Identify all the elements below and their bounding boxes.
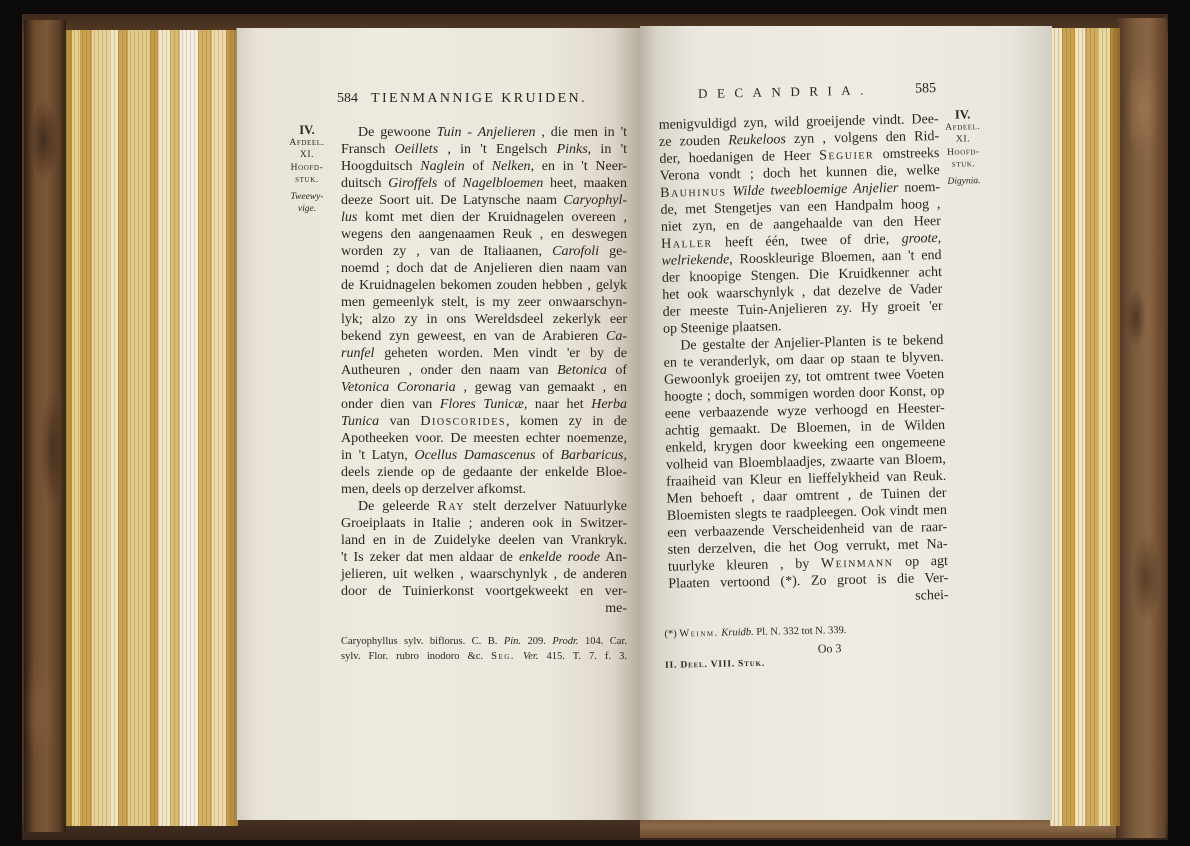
italic-text: Herba <box>591 397 627 412</box>
text-run: Plaaten vertoond (*). Zo groot is die Ver- <box>668 570 949 592</box>
margin-note: stuk. <box>951 159 976 170</box>
footnote <box>664 624 846 642</box>
left-page-edges <box>62 30 238 826</box>
margin-note: Digynia. <box>947 175 981 187</box>
text-run: tuurlyke kleuren , by <box>667 556 822 575</box>
text-run: onder dien van <box>341 397 440 412</box>
text-run: Bloemisten slegts te raadpleegen. Ook vindt men <box>666 502 948 524</box>
text-run: en te veranderlyk, om daar op staan te blyven. <box>663 349 944 371</box>
text-run: 209. <box>521 636 553 647</box>
text-run: of <box>437 176 463 191</box>
text-line <box>341 413 627 430</box>
text-run: Men behoeft , daar omtrent , de Tuinen der <box>666 485 947 507</box>
text-run: 't Is zeker dat men aldaar de <box>341 550 519 565</box>
text-run: hoogte ; doch, sommigen worden door Konst, op <box>664 383 945 405</box>
text-run: der, hoedanigen de Heer <box>659 148 820 167</box>
text-run: men, deels op derzelver afkomst. <box>341 482 527 497</box>
text-run: niet zyn, en de aangehaalde van den Heer <box>660 213 941 235</box>
right-cover-board <box>1116 18 1166 838</box>
text-line <box>341 158 627 175</box>
text-run: land en in de Zuidelyke deelen van Vrankryk. <box>341 533 627 548</box>
margin-note: vige. <box>297 204 317 214</box>
text-line <box>341 345 627 362</box>
text-run: deels ziende op de gedaante der enkelde Bloe- <box>341 465 627 480</box>
catchword <box>341 600 627 617</box>
text-run: of <box>606 363 627 378</box>
italic-text: Betonica <box>557 363 607 378</box>
text-run: noemd ; doch dat de Anjelieren dien naam van <box>341 261 627 276</box>
text-run: der knoopige Stengen. Die Kruidkenner acht <box>661 264 943 286</box>
italic-text: Ocellus Damascenus <box>414 448 536 463</box>
page-number: 584 <box>337 91 358 106</box>
text-run: der meeste Tuin-Anjelieren zy. Hy groeit 'er <box>662 298 943 320</box>
text-run: volheid van Bloemblaadjes, zwaarte van Bloem, <box>665 451 946 473</box>
italic-text: runfel <box>341 346 375 361</box>
text-line <box>341 243 627 260</box>
text-line <box>341 634 627 649</box>
text-run: Verona vondt ; doch het kunnen die, welke <box>659 162 940 184</box>
text-line <box>341 566 627 583</box>
italic-text: Oeillets <box>394 142 439 157</box>
text-run: stelt derzelver Natuurlyke <box>464 499 628 514</box>
text-run: Hoogduitsch <box>341 159 421 174</box>
text-run: ze zouden <box>658 133 729 150</box>
text-run: deeze Soort uit. De Latynsche naam <box>341 193 564 208</box>
text-line <box>341 192 627 209</box>
text-run: lyk; alzo zy in ons Wereldsdeel zekerlyk eer <box>341 312 627 327</box>
italic-text: Giroffels <box>388 176 438 191</box>
text-line <box>341 649 627 664</box>
italic-text: Nelken <box>491 159 531 174</box>
text-run: komt met dien der Kruidnagelen overeen , <box>357 210 627 225</box>
italic-text: Tunica <box>341 414 380 429</box>
small-caps-text: Weinm. <box>679 627 719 640</box>
text-run: sylv. Flor. rubro inodoro &c. <box>341 651 492 662</box>
text-run: schei- <box>915 587 949 604</box>
text-line <box>341 396 627 413</box>
italic-text: Pin. <box>503 636 522 647</box>
text-line <box>341 447 627 464</box>
text-line <box>341 277 627 294</box>
text-run: , en in 't Neer- <box>530 159 627 174</box>
italic-text: Prodr. <box>552 636 579 647</box>
left-page <box>236 28 640 820</box>
text-run: (*) <box>664 628 680 640</box>
page-number: 585 <box>914 81 937 97</box>
text-run: bekend zyn geweest, en van de Arabieren <box>341 329 606 344</box>
text-line <box>341 549 627 566</box>
text-line <box>341 141 627 158</box>
italic-text: Tuin - Anjelieren <box>436 125 536 140</box>
text-line <box>341 532 627 549</box>
text-line <box>341 379 627 396</box>
text-run: , komen zy in de <box>505 414 628 429</box>
body-text <box>659 111 949 610</box>
text-run: jelieren, uit welken , waarschynlyk , de anderen <box>341 567 627 582</box>
italic-text: Ca- <box>606 329 627 344</box>
text-run: Apotheeken voor. De meesten echter noemenze, <box>341 431 627 446</box>
italic-text: enkelde roode <box>518 550 600 565</box>
margin-note: XI. <box>299 150 315 160</box>
italic-text: Pinks <box>556 142 588 157</box>
italic-text: Carofoli <box>552 244 600 259</box>
text-run: achtig gemaakt. De Bloemen, in de Wilden <box>664 417 946 439</box>
text-run: , <box>623 448 627 463</box>
italic-text: groote <box>901 231 938 247</box>
italic-text: Naglein <box>420 159 465 174</box>
text-run: op Steenige plaatsen. <box>662 319 782 337</box>
small-caps-text: Bauhinus <box>660 184 727 201</box>
right-page-edges <box>1050 28 1120 826</box>
text-run: , <box>937 230 942 247</box>
text-run: sten derzelven, die het Oog verrukt, met Na- <box>667 536 948 558</box>
text-run: , die men in 't <box>535 125 627 140</box>
margin-note: Hoofd- <box>946 146 980 158</box>
text-run: Autheuren , onder den naam van <box>341 363 558 378</box>
text-run: noem- <box>898 179 941 196</box>
volume-line: II. Deel. VIII. Stuk. <box>664 658 766 671</box>
italic-text: Wilde tweebloemige Anjelier <box>732 180 899 200</box>
small-caps-text: Ray <box>437 499 465 514</box>
text-run: Gewoonlyk groeijen zy, tot omtrent twee Voeten <box>663 366 945 388</box>
small-caps-text: Seguier <box>819 147 875 164</box>
left-cover-board <box>24 20 66 832</box>
margin-notes <box>283 124 331 216</box>
text-line <box>341 515 627 532</box>
margin-note: Tweewy- <box>290 191 324 202</box>
margin-note: IV. <box>954 107 971 122</box>
text-run: omstreeks <box>873 145 940 163</box>
text-run: de, met Stengetjes van een Handpalm hoog , <box>660 196 941 218</box>
text-run: men gemeenlyk stelt, is my zeer onwaarschyn- <box>341 295 627 310</box>
signature-mark: Oo 3 <box>817 641 842 656</box>
text-run: me- <box>605 601 627 616</box>
text-run: duitsch <box>341 176 389 191</box>
text-run: Caryophyllus sylv. biflorus. C. B. <box>341 636 504 647</box>
text-line <box>341 124 627 141</box>
text-run: , gewag van gemaakt , en <box>455 380 627 395</box>
text-run: 415. T. 7. f. 3. <box>538 651 628 662</box>
margin-note: IV. <box>299 123 315 137</box>
text-line <box>341 464 627 481</box>
text-run: of <box>464 159 492 174</box>
text-run: de Kruidnagelen bekomen zouden hebben , gelyk <box>341 278 627 293</box>
text-run: eene verbaazende wyze verhoogd en Heester- <box>664 400 945 422</box>
text-run: worden zy , van de Italiaanen, <box>341 244 553 259</box>
text-run: het ook waarschynlyk , dat dezelve de Vader <box>662 281 943 303</box>
text-run: , in 't <box>587 142 627 157</box>
text-line <box>341 362 627 379</box>
text-line <box>341 294 627 311</box>
text-run <box>515 651 523 662</box>
text-run: in 't Latyn, <box>341 448 415 463</box>
margin-note: Hoofd- <box>290 162 324 173</box>
text-line <box>341 175 627 192</box>
margin-note: stuk. <box>295 175 319 185</box>
text-run: heet, maaken <box>543 176 627 191</box>
italic-text: Kruidb. <box>721 626 754 639</box>
small-caps-text: Dioscorides <box>420 414 506 429</box>
small-caps-text: Haller <box>661 235 713 252</box>
text-run: fraaiheid van Kleur en lieffelykheid van Reuk. <box>666 468 947 490</box>
text-line <box>341 209 627 226</box>
text-run: Fransch <box>341 142 395 157</box>
text-run: , in 't Engelsch <box>438 142 557 157</box>
italic-text: Caryophyl- <box>563 193 627 208</box>
text-line <box>341 260 627 277</box>
right-page <box>640 26 1052 820</box>
small-caps-text: Seg. <box>491 651 515 662</box>
text-run: menigvuldigd zyn, wild groeijende vindt. Dee- <box>658 111 939 133</box>
text-line <box>341 311 627 328</box>
text-line <box>341 430 627 447</box>
small-caps-text: Weinmann <box>820 555 894 572</box>
italic-text: Flores Tunicæ <box>439 397 524 412</box>
italic-text: Vetonica Coronaria <box>341 380 456 395</box>
text-run: De geleerde <box>358 499 438 514</box>
italic-text: welriekende <box>661 252 730 269</box>
text-line <box>341 498 627 515</box>
text-run: van <box>379 414 421 429</box>
italic-text: Nagelbloemen <box>462 176 544 191</box>
text-run: Pl. N. 332 tot N. 339. <box>753 625 847 638</box>
italic-text: lus <box>341 210 358 225</box>
text-run: 104. Car. <box>578 636 627 647</box>
text-run: een verbaazende Verscheidenheid van de raar- <box>667 519 948 541</box>
text-run: zyn , volgens den Rid- <box>785 128 940 148</box>
footnote <box>341 634 627 664</box>
right-page-content <box>632 22 1061 824</box>
text-run: heeft één, twee of drie, <box>712 231 902 251</box>
text-run: wegens den aangenaamen Reuk , en deswegen <box>341 227 627 242</box>
margin-note: XI. <box>955 134 971 145</box>
text-run: geheten worden. Men vindt 'er by de <box>374 346 627 361</box>
text-run: op agt <box>893 553 949 571</box>
text-line <box>341 328 627 345</box>
text-run: , naar het <box>523 397 592 412</box>
margin-notes <box>936 108 990 188</box>
text-line <box>341 583 627 600</box>
text-run: enkeld, krygen door kweeking een ongemeene <box>665 434 946 456</box>
text-run: De gewoone <box>358 125 437 140</box>
text-line <box>341 226 627 243</box>
text-run: An- <box>599 550 627 565</box>
text-line <box>341 481 627 498</box>
running-title: TIENMANNIGE KRUIDEN. <box>371 91 587 106</box>
italic-text: Reukeloos <box>728 132 786 149</box>
margin-note: Afdeel. <box>945 121 981 133</box>
margin-note: Afdeel. <box>289 137 325 148</box>
body-text <box>341 124 627 617</box>
text-run: of <box>535 448 561 463</box>
text-run: , Rooskleurige Bloemen, aan 't end <box>729 247 942 268</box>
text-run: door de Tuinierkonst voortgekweekt en ver- <box>341 584 627 599</box>
text-run: De gestalte der Anjelier-Planten is te bekend <box>680 332 944 354</box>
italic-text: Ver. <box>522 651 539 662</box>
text-run: ge- <box>599 244 627 259</box>
text-run: Groeiplaats in Italie ; anderen ook in Switzer- <box>341 516 627 531</box>
running-title: DECANDRIA. <box>697 82 874 102</box>
italic-text: Barbaricus <box>560 448 624 463</box>
